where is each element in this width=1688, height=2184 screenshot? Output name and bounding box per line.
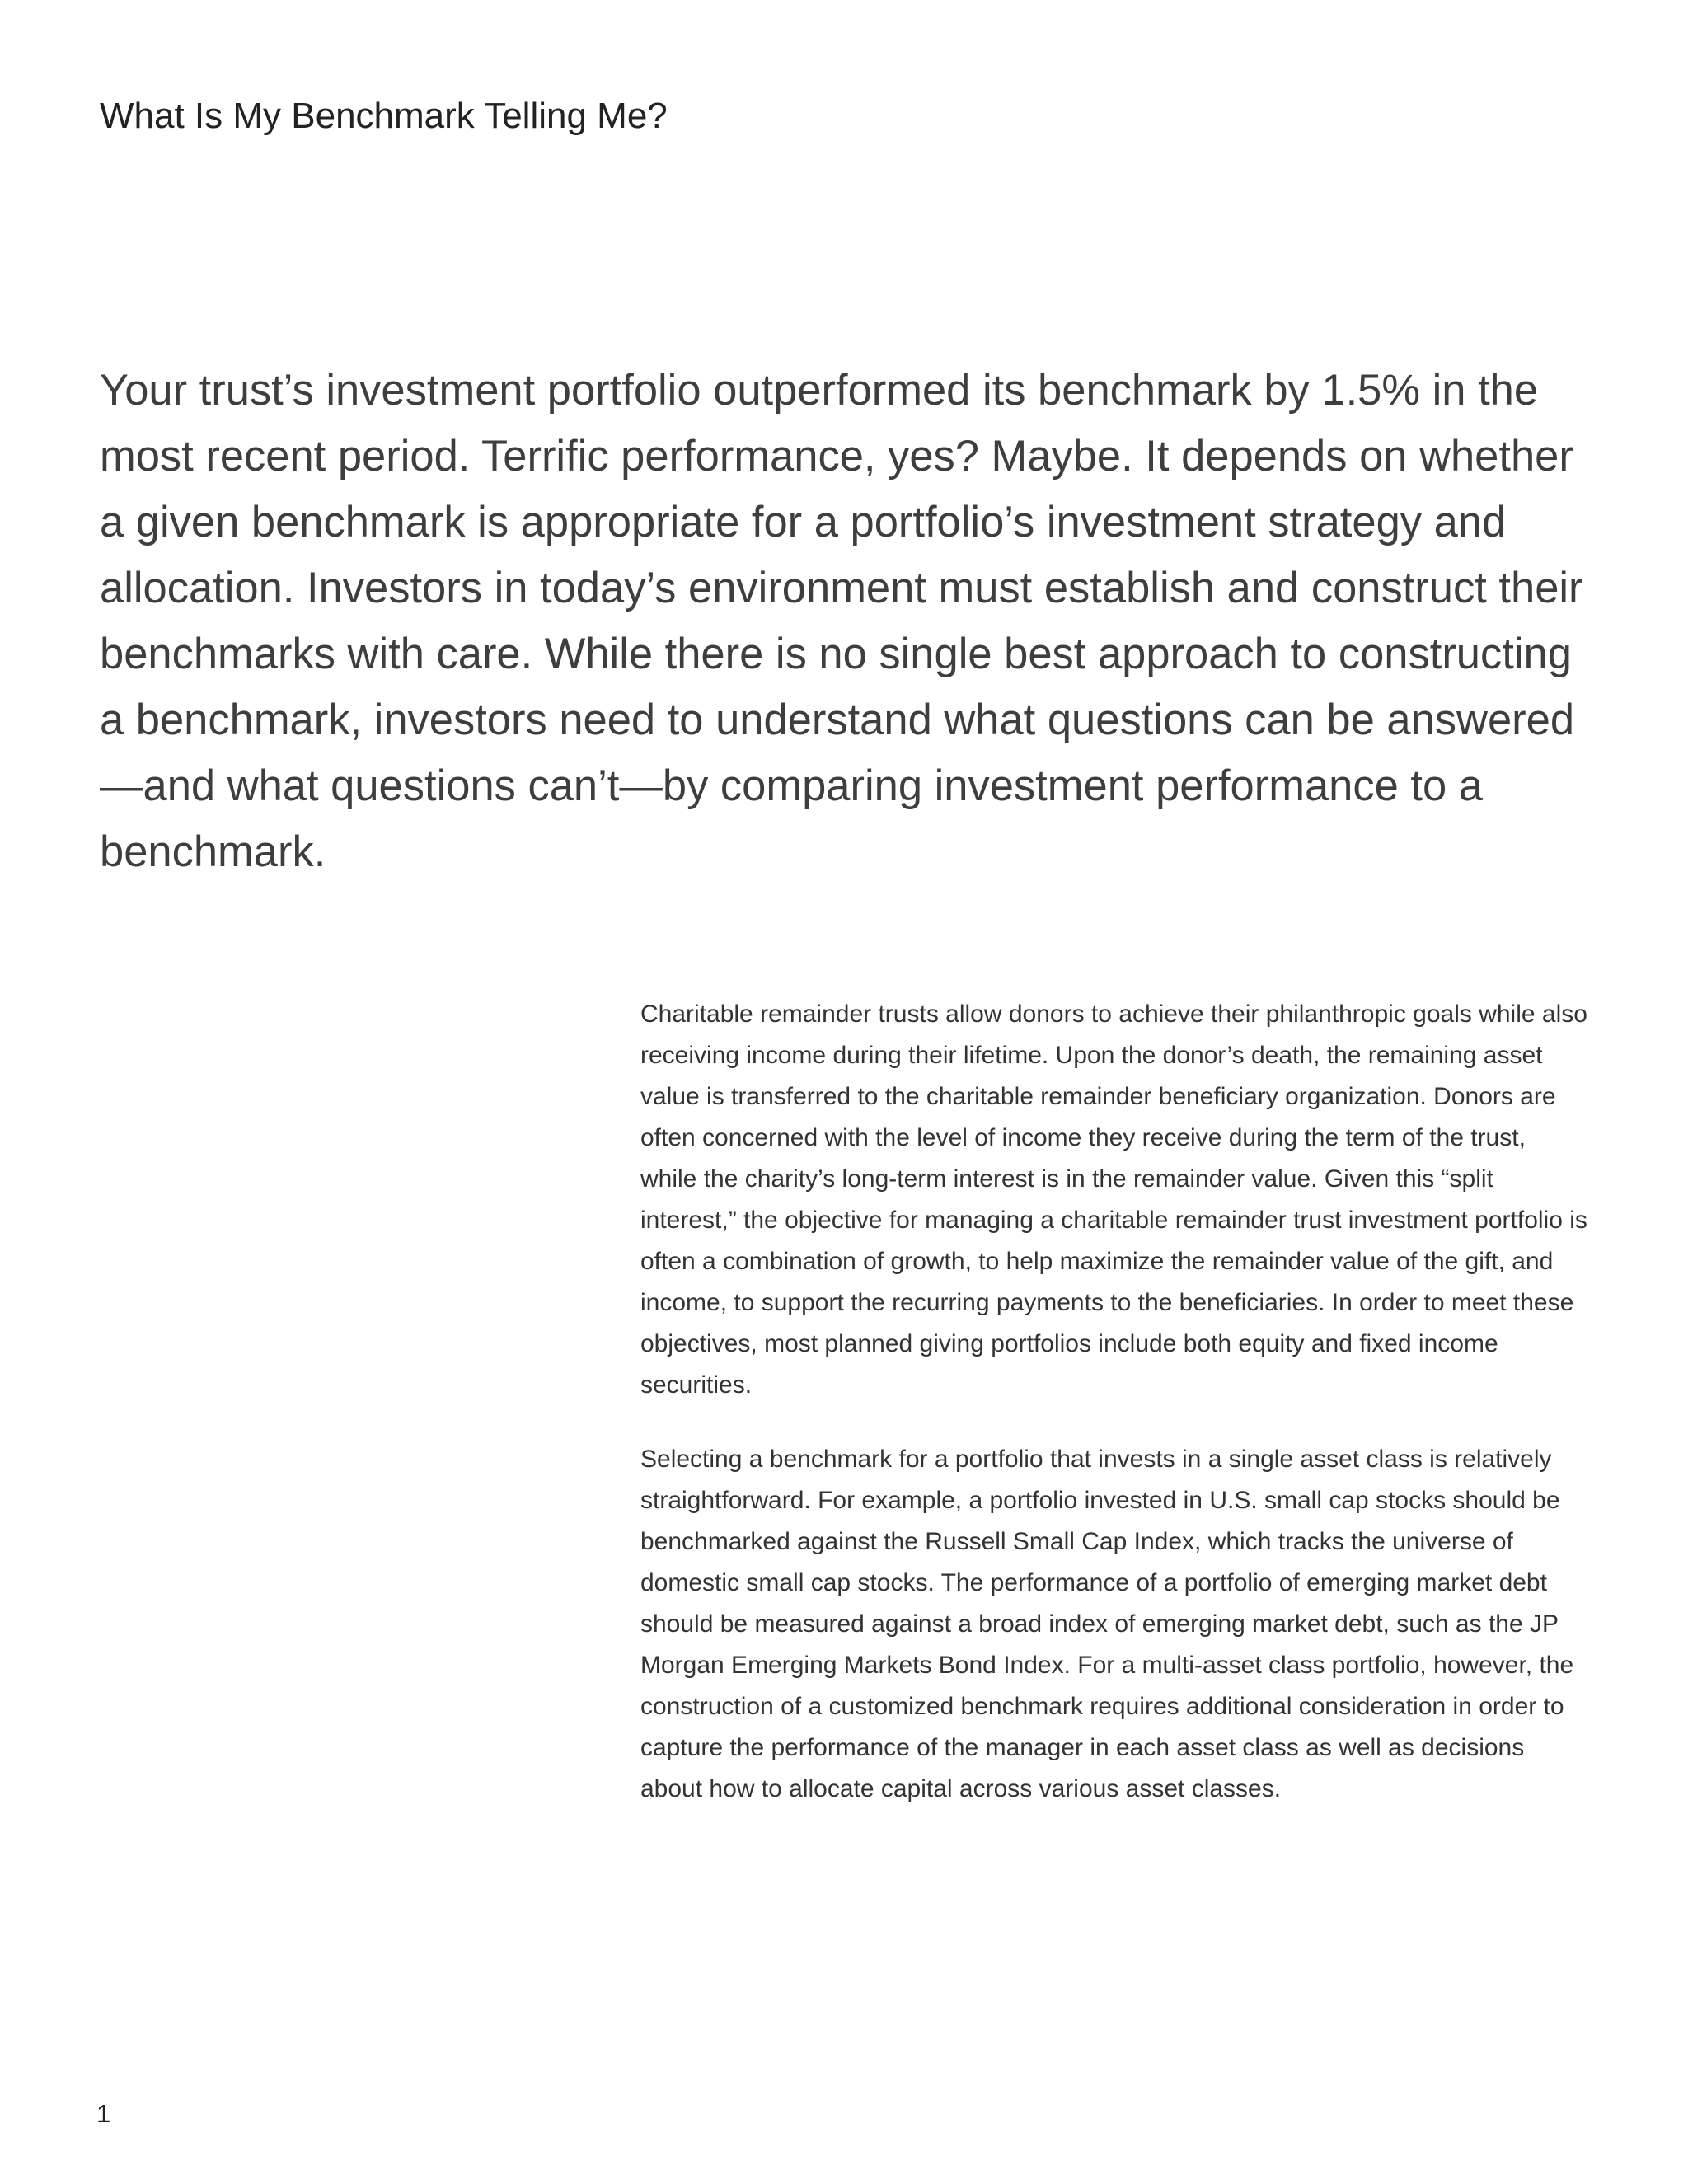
body-paragraph-1: Charitable remainder trusts allow donors to achieve their philanthropic goals while also receiving income during their lifetime. Upon the donor’s death, the remaining asset value is transferred to the charitable remainder beneficiary organization. Donors are often concerned with the level of income they receive during the term of the trust, while the charity’s long-term interest is in the remainder value. Given this “split interest,” the objective for managing a charitable remainder trust investment portfolio is often a combination of growth, to help maximize the remainder value of the gift, and income, to support the recurring payments to the beneficiaries. In order to meet these objectives, most planned giving portfolios include both equity and fixed income securities. [640,1001,1587,1399]
body-text-column [640,994,1588,1810]
page-title: What Is My Benchmark Telling Me? [100,96,668,136]
lead-paragraph: Your trust’s investment portfolio outperformed its benchmark by 1.5% in the most recent period. Terrific performance, yes? Maybe. It depends on whether a given benchmark is appropriate for a portfolio’s investment strategy and allocation. Investors in today’s environment must establish and construct their benchmarks with care. While there is no single best approach to constructing a benchmark, investors need to understand what questions can be answered—and what questions can’t—by comparing investment performance to a benchmark. [100,366,1583,876]
body-paragraph-2: Selecting a benchmark for a portfolio that invests in a single asset class is relatively straightforward. For example, a portfolio invested in U.S. small cap stocks should be benchmarked against the Russell Small Cap Index, which tracks the universe of domestic small cap stocks. The performance of a portfolio of emerging market debt should be measured against a broad index of emerging market debt, such as the JP Morgan Emerging Markets Bond Index. For a multi-asset class portfolio, however, the construction of a customized benchmark requires additional consideration in order to capture the performance of the manager in each asset class as well as decisions about how to allocate capital across various asset classes. [640,1446,1574,1802]
page-number: 1 [96,2099,111,2128]
